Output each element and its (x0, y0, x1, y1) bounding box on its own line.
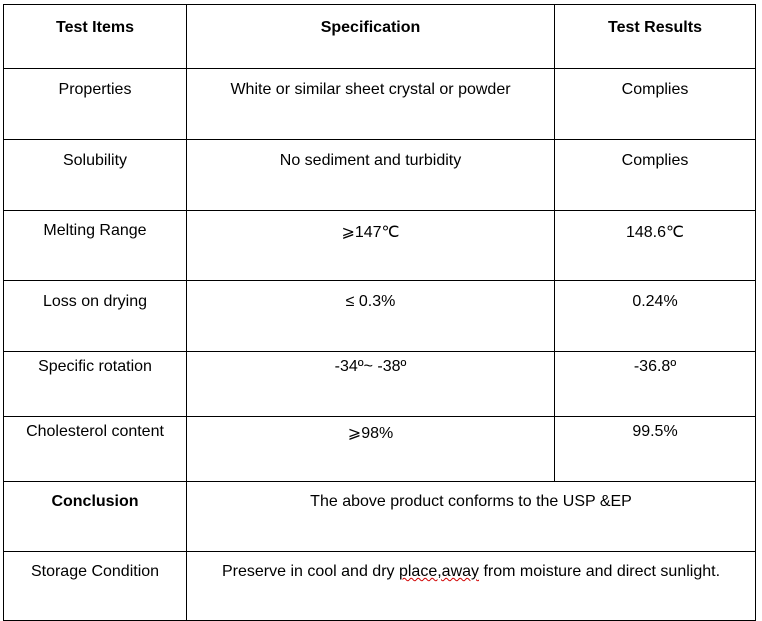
specification-table (3, 4, 756, 621)
storage-text (187, 552, 756, 621)
conclusion-text: The above product conforms to the USP &EP (187, 482, 756, 552)
storage-label: Storage Condition (4, 552, 187, 621)
row-spec: White or similar sheet crystal or powder (187, 69, 555, 140)
table-row (4, 281, 756, 352)
table-row (4, 352, 756, 417)
header-test-results: Test Results (555, 5, 756, 69)
row-spec: ⩾98% (187, 417, 555, 482)
row-spec: No sediment and turbidity (187, 140, 555, 211)
row-item: Properties (4, 69, 187, 140)
row-result: 0.24% (555, 281, 756, 352)
row-result: Complies (555, 69, 756, 140)
table-row (4, 69, 756, 140)
header-test-items: Test Items (4, 5, 187, 69)
row-result: -36.8º (555, 352, 756, 417)
conclusion-row (4, 482, 756, 552)
row-item: Solubility (4, 140, 187, 211)
table-row (4, 417, 756, 482)
header-row (4, 5, 756, 69)
row-spec: ⩾147℃ (187, 211, 555, 281)
spellcheck-flagged-text: place,away (398, 563, 480, 580)
storage-row (4, 552, 756, 621)
row-result: 148.6℃ (555, 211, 756, 281)
storage-text-after: from moisture and direct sunlight. (479, 563, 721, 580)
conclusion-label: Conclusion (4, 482, 187, 552)
row-spec: ≤ 0.3% (187, 281, 555, 352)
row-item: Cholesterol content (4, 417, 187, 482)
table-row (4, 211, 756, 281)
header-specification: Specification (187, 5, 555, 69)
storage-text-before: Preserve in cool and dry (221, 563, 399, 580)
row-item: Specific rotation (4, 352, 187, 417)
table-row (4, 140, 756, 211)
row-item: Melting Range (4, 211, 187, 281)
row-result: Complies (555, 140, 756, 211)
row-result: 99.5% (555, 417, 756, 482)
row-item: Loss on drying (4, 281, 187, 352)
row-spec: -34º~ -38º (187, 352, 555, 417)
